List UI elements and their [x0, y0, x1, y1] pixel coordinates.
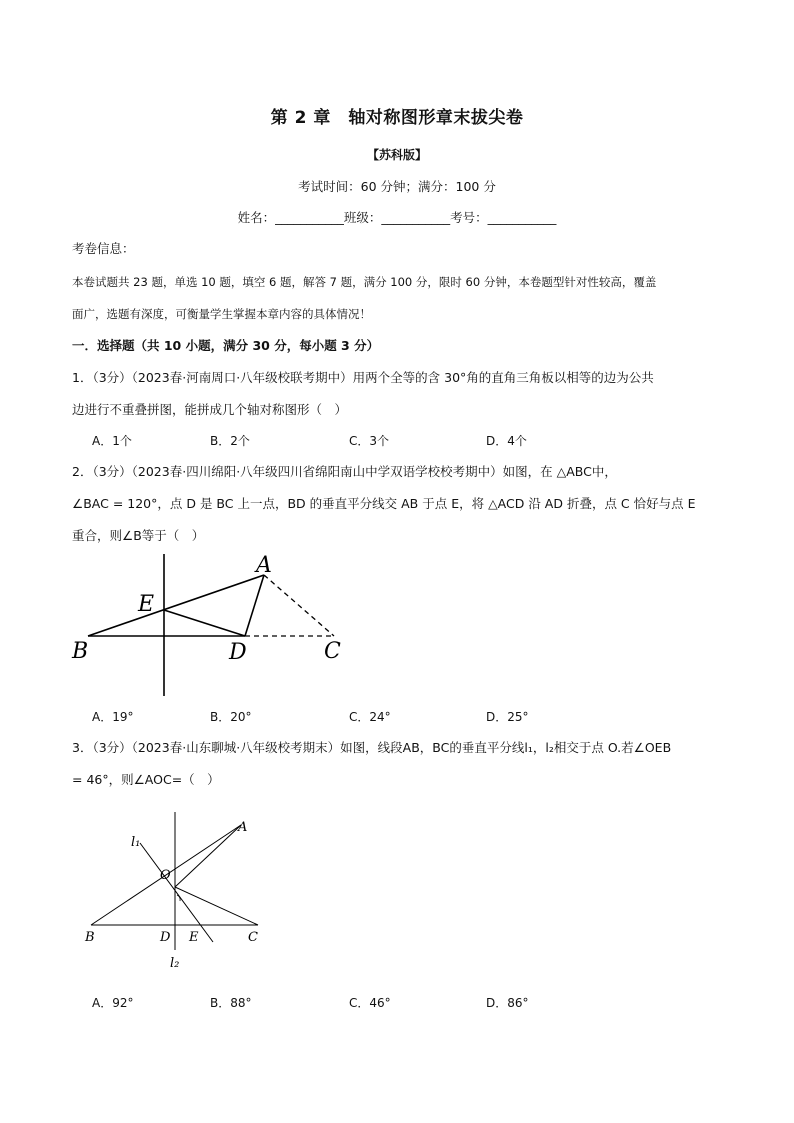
q3-label-O: O — [160, 868, 171, 883]
q3-label-l2: l₂ — [170, 956, 180, 971]
q3-line-1: 3．（3分）（2023春·山东聊城·八年级校考期末）如图，线段AB，BC的垂直平分线l₁，l₂相交于点 O.若∠OEB — [72, 740, 672, 755]
student-info-line: 姓名：___________班级：___________考号：___________ — [237, 210, 557, 225]
q3-label-l1: l₁ — [131, 835, 141, 850]
q2-segment-ED — [164, 610, 245, 636]
q2-label-B: B — [72, 639, 89, 664]
q1-option-a: A．1个 — [92, 434, 132, 448]
q2-option-a: A．19° — [92, 710, 134, 724]
q2-segment-AC-dashed — [264, 575, 334, 636]
q2-option-d: D．25° — [486, 710, 529, 724]
q1-line-2: 边进行不重叠拼图，能拼成几个轴对称图形（ ） — [72, 402, 348, 417]
q2-segment-AD — [245, 575, 264, 636]
q1-option-d: D．4个 — [486, 434, 527, 448]
q3-option-d: D．86° — [486, 996, 529, 1010]
q3-label-A: A — [238, 820, 248, 835]
q2-option-c: C．24° — [349, 710, 391, 724]
q3-label-D: D — [160, 930, 171, 945]
section-heading: 一．选择题（共 10 小题，满分 30 分，每小题 3 分） — [72, 338, 380, 353]
q3-option-c: C．46° — [349, 996, 391, 1010]
exam-time: 考试时间：60 分钟；满分：100 分 — [298, 179, 496, 194]
q3-label-C: C — [248, 930, 258, 945]
q1-option-c: C．3个 — [349, 434, 390, 448]
q3-option-a: A．92° — [92, 996, 134, 1010]
q2-label-E: E — [138, 592, 155, 617]
q3-line-l1 — [140, 843, 213, 942]
q2-label-C: C — [324, 639, 341, 664]
q2-label-A: A — [256, 553, 272, 578]
q3-segment-OA — [175, 825, 241, 887]
q2-line-3: 重合，则∠B等于（ ） — [72, 528, 205, 543]
info-label: 考卷信息： — [72, 241, 135, 256]
info-line-2: 面广，选题有深度，可衡量学生掌握本章内容的具体情况！ — [72, 307, 371, 321]
q1-option-b: B．2个 — [210, 434, 250, 448]
q3-line-2: = 46°，则∠AOC=（ ） — [72, 772, 220, 787]
q3-label-E: E — [189, 930, 199, 945]
q3-option-b: B．88° — [210, 996, 252, 1010]
info-line-1: 本卷试题共 23 题，单选 10 题，填空 6 题，解答 7 题，满分 100 分，限时 60 分钟，本卷题型针对性较高，覆盖 — [72, 275, 657, 289]
q2-segment-BA — [88, 575, 264, 636]
q2-line-1: 2．（3分）（2023春·四川绵阳·八年级四川省绵阳南山中学双语学校校考期中）如图，在 △ABC中， — [72, 464, 617, 479]
q2-option-b: B．20° — [210, 710, 252, 724]
q3-segment-OC — [175, 887, 258, 925]
q2-line-2: ∠BAC = 120°，点 D 是 BC 上一点，BD 的垂直平分线交 AB 于点 E，将 △ACD 沿 AD 折叠，点 C 恰好与点 E — [72, 496, 696, 511]
q1-line-1: 1．（3分）（2023春·河南周口·八年级校联考期中）用两个全等的含 30°角的直角三角板以相等的边为公共 — [72, 370, 654, 385]
q2-label-D: D — [229, 640, 247, 665]
edition-label: 【苏科版】 — [366, 148, 427, 162]
q3-label-B: B — [85, 930, 95, 945]
page-title: 第 2 章 轴对称图形章末拔尖卷 — [270, 108, 524, 128]
q3-angle-arc — [177, 895, 180, 901]
